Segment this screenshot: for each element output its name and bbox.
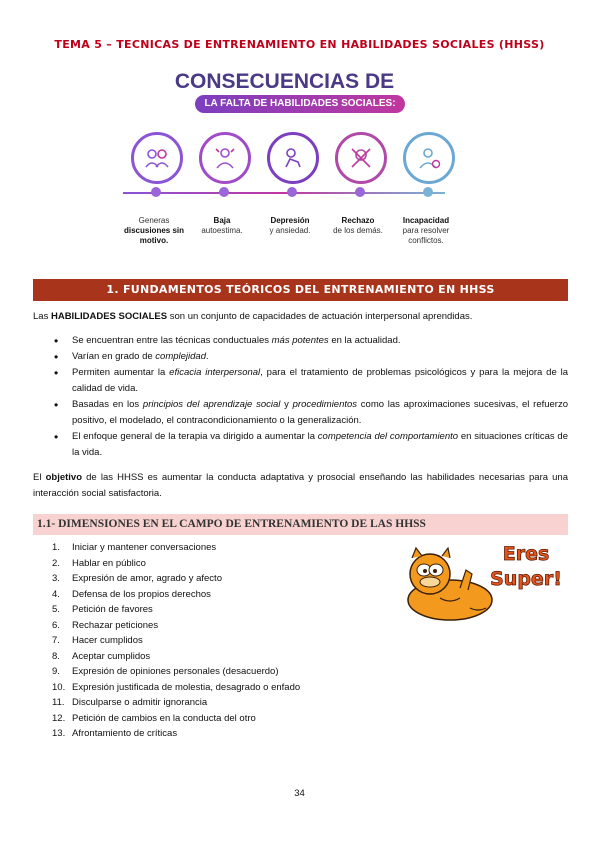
- incapacity-icon: [403, 132, 455, 184]
- infographic-heading: CONSECUENCIAS DE: [174, 70, 395, 93]
- list-item: • Varían en grado de complejidad.: [50, 349, 568, 365]
- consequence-caption-4: Rechazo de los demás.: [333, 216, 383, 235]
- list-item: 8. Aceptar cumplidos: [52, 650, 151, 662]
- list-item: 5. Petición de favores: [52, 604, 153, 615]
- list-item: • Basadas en los principios del aprendizaje social y procedimientos como las aproximaciones sucesivas, el refuerzo positivo, el modelado, el contracondicionamiento o la generalización.: [50, 397, 568, 429]
- timeline-dot: [287, 187, 297, 197]
- list-item: 6. Rechazar peticiones: [52, 619, 159, 631]
- list-item: • El enfoque general de la terapia va dirigido a aumentar la competencia del comportamiento en situaciones críticas de la vida.: [50, 429, 568, 461]
- list-item: 3. Expresión de amor, agrado y afecto: [52, 573, 222, 584]
- document-title: TEMA 5 – TECNICAS DE ENTRENAMIENTO EN HABILIDADES SOCIALES (HHSS): [54, 38, 545, 51]
- list-item: 4. Defensa de los propios derechos: [52, 588, 211, 600]
- list-item: 2. Hablar en público: [52, 557, 146, 569]
- consequences-infographic: [115, 62, 454, 262]
- timeline-dot: [219, 187, 229, 197]
- list-item: 7. Hacer cumplidos: [52, 635, 143, 646]
- section-heading: 1. FUNDAMENTOS TEÓRICOS DEL ENTRENAMIENTO EN HHSS: [33, 279, 568, 301]
- consequence-caption-2: Baja autoestima.: [201, 216, 243, 235]
- timeline-dot: [423, 187, 433, 197]
- garfield-eres-super-image: [400, 538, 568, 628]
- infographic-timeline: [123, 192, 445, 194]
- page-number: 34: [294, 788, 305, 799]
- infographic-subheading: LA FALTA DE HABILIDADES SOCIALES:: [195, 95, 405, 113]
- consequence-caption-3: Depresión y ansiedad.: [269, 216, 311, 235]
- consequence-caption-1: Generas discusiones sin motivo.: [123, 216, 185, 245]
- list-item: 1. Iniciar y mantener conversaciones: [52, 542, 217, 553]
- list-item: • Permiten aumentar la eficacia interpersonal, para el tratamiento de problemas psicológicos y para la mejora de la calidad de vida.: [50, 365, 568, 397]
- depressed-person-icon: [267, 132, 319, 184]
- list-item: 13. Afrontamiento de críticas: [52, 728, 178, 739]
- dimensions-list: [52, 540, 300, 742]
- list-item: 9. Expresión de opiniones personales (desacuerdo): [52, 666, 279, 677]
- list-item: • Se encuentran entre las técnicas conductuales más potentes en la actualidad.: [50, 333, 568, 349]
- list-item: 12. Petición de cambios en la conducta del otro: [52, 712, 256, 724]
- timeline-dot: [355, 187, 365, 197]
- intro-paragraph: Las HABILIDADES SOCIALES son un conjunto de capacidades de actuación interpersonal aprendidas.: [33, 311, 473, 322]
- garfield-caption-line2: Super!: [490, 568, 562, 590]
- timeline-dot: [151, 187, 161, 197]
- low-self-esteem-icon: [199, 132, 251, 184]
- consequence-caption-5: Incapacidad para resolver conflictos.: [402, 216, 450, 245]
- list-item: 11. Disculparse o admitir ignorancia: [52, 697, 208, 708]
- characteristics-list: [50, 333, 568, 461]
- objective-paragraph: El objetivo de las HHSS es aumentar la conducta adaptativa y prosocial enseñando las habilidades necesarias para una interacción social satisfactoria.: [33, 472, 568, 499]
- rejection-icon: [335, 132, 387, 184]
- garfield-caption-line1: Eres: [502, 543, 550, 565]
- list-item: 10. Expresión justificada de molestia, desagrado o enfado: [52, 681, 301, 693]
- arguing-people-icon: [131, 132, 183, 184]
- subsection-heading: 1.1- DIMENSIONES EN EL CAMPO DE ENTRENAMIENTO DE LAS HHSS: [33, 514, 568, 535]
